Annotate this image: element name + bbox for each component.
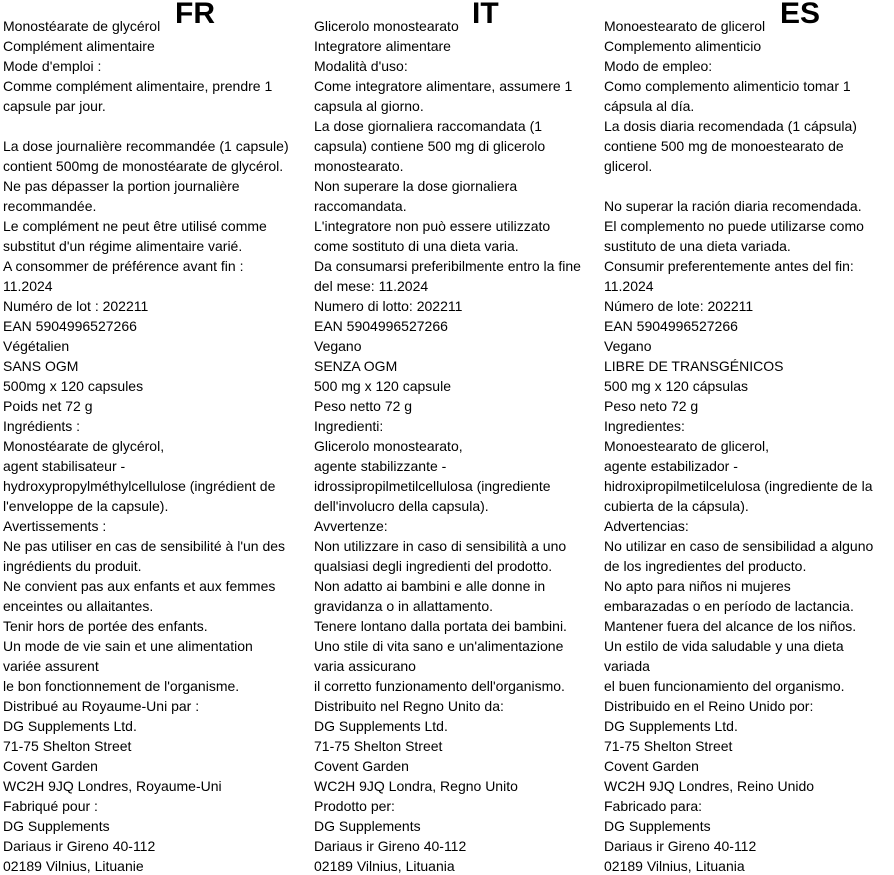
text-line: Dariaus ir Gireno 40-112 [314, 838, 467, 854]
text-line: Avertissements : [3, 518, 107, 534]
text-line: Glicerolo monostearato, [314, 438, 463, 454]
text-line: Como complemento alimenticio tomar 1 [604, 78, 851, 94]
text-line: La dosis diaria recomendada (1 cápsula) [604, 118, 857, 134]
text-line: 500 mg x 120 cápsulas [604, 378, 748, 394]
text-line: Covent Garden [3, 758, 98, 774]
text-line: Monostéarate de glycérol [3, 18, 161, 34]
text-line: Peso neto 72 g [604, 398, 699, 414]
text-line: 500mg x 120 capsules [3, 378, 144, 394]
text-line: glicerol. [604, 158, 653, 174]
text-line: DG Supplements [3, 818, 110, 834]
text-line: SANS OGM [3, 358, 79, 374]
text-line: 02189 Vilnius, Lituania [604, 858, 745, 874]
text-line: gravidanza o in allattamento. [314, 598, 493, 614]
text-line: DG Supplements Ltd. [3, 718, 137, 734]
text-line: cápsula al día. [604, 98, 695, 114]
text-line: sustituto de una dieta variada. [604, 238, 791, 254]
text-line: del mese: 11.2024 [314, 278, 429, 294]
text-line: WC2H 9JQ Londres, Royaume-Uni [3, 778, 222, 794]
text-line: dell'involucro della capsula). [314, 498, 489, 514]
text-line: Vegano [604, 338, 652, 354]
text-line: le bon fonctionnement de l'organisme. [3, 678, 240, 694]
text-line: Advertencias: [604, 518, 689, 534]
text-line: No superar la ración diaria recomendada. [604, 198, 862, 214]
text-line: Numéro de lot : 202211 [3, 298, 149, 314]
text-line: Mantener fuera del alcance de los niños. [604, 618, 857, 634]
text-line: Fabricado para: [604, 798, 703, 814]
text-line: Consumir preferentemente antes del fin: [604, 258, 854, 274]
text-line: Distribué au Royaume-Uni par : [3, 698, 200, 714]
text-line: Covent Garden [314, 758, 409, 774]
text-line: Poids net 72 g [3, 398, 93, 414]
text-line: 02189 Vilnius, Lituanie [3, 858, 144, 874]
text-line: La dose giornaliera raccomandata (1 [314, 118, 543, 134]
text-line: cubierta de la cápsula). [604, 498, 749, 514]
text-line: 500 mg x 120 capsule [314, 378, 451, 394]
text-line: agente estabilizador - [604, 458, 738, 474]
text-line: Un mode de vie sain et une alimentation [3, 638, 253, 654]
text-line: Le complément ne peut être utilisé comme [3, 218, 267, 234]
text-line: Tenir hors de portée des enfants. [3, 618, 208, 634]
text-line: Modo de empleo: [604, 58, 713, 74]
text-line: idrossipropilmetilcellulosa (ingrediente [314, 478, 551, 494]
text-line: DG Supplements [604, 818, 711, 834]
text-line: Un estilo de vida saludable y una dieta [604, 638, 844, 654]
text-line: 71-75 Shelton Street [314, 738, 443, 754]
text-line: 02189 Vilnius, Lituania [314, 858, 455, 874]
text-line: hidroxipropilmetilcelulosa (ingrediente de la [604, 478, 873, 494]
language-code-fr: FR [175, 0, 215, 30]
text-line: monostearato. [314, 158, 404, 174]
text-line: 71-75 Shelton Street [604, 738, 733, 754]
text-line: il corretto funzionamento dell'organismo. [314, 678, 565, 694]
text-line: recommandée. [3, 198, 97, 214]
text-line: capsule par jour. [3, 98, 106, 114]
text-line: Ne convient pas aux enfants et aux femmes [3, 578, 276, 594]
text-line: Mode d'emploi : [3, 58, 102, 74]
text-line: Non utilizzare in caso di sensibilità a uno [314, 538, 567, 554]
text-line: ingrédients du produit. [3, 558, 142, 574]
text-line: EAN 5904996527266 [314, 318, 448, 334]
text-line: SENZA OGM [314, 358, 398, 374]
text-line: Come integratore alimentare, assumere 1 [314, 78, 573, 94]
text-line: raccomandata. [314, 198, 407, 214]
text-line: Distribuito nel Regno Unito da: [314, 698, 504, 714]
text-line: Vegano [314, 338, 362, 354]
text-line: Ingrédients : [3, 418, 81, 434]
text-line: substitut d'un régime alimentaire varié. [3, 238, 243, 254]
text-line: Monostéarate de glycérol, [3, 438, 165, 454]
text-line: Uno stile di vita sano e un'alimentazione [314, 638, 564, 654]
text-line: DG Supplements Ltd. [604, 718, 738, 734]
text-line: Monoestearato de glicerol, [604, 438, 769, 454]
text-line: Distribuido en el Reino Unido por: [604, 698, 814, 714]
text-line: Da consumarsi preferibilmente entro la fine [314, 258, 581, 274]
text-line: Fabriqué pour : [3, 798, 98, 814]
text-line: Dariaus ir Gireno 40-112 [604, 838, 757, 854]
text-line: agent stabilisateur - [3, 458, 126, 474]
text-line: Comme complément alimentaire, prendre 1 [3, 78, 273, 94]
text-line: Non adatto ai bambini e alle donne in [314, 578, 546, 594]
text-line: WC2H 9JQ Londra, Regno Unito [314, 778, 518, 794]
text-line: de los ingredientes del producto. [604, 558, 807, 574]
text-line: l'enveloppe de la capsule). [3, 498, 169, 514]
text-line: Dariaus ir Gireno 40-112 [3, 838, 156, 854]
text-line: Monoestearato de glicerol [604, 18, 766, 34]
text-line: Complément alimentaire [3, 38, 155, 54]
text-line: EAN 5904996527266 [3, 318, 137, 334]
text-line: el buen funcionamiento del organismo. [604, 678, 845, 694]
text-line: capsula al giorno. [314, 98, 424, 114]
text-line: come sostituto di una dieta varia. [314, 238, 519, 254]
text-line: Numero di lotto: 202211 [314, 298, 463, 314]
text-line: Complemento alimenticio [604, 38, 762, 54]
text-line: hydroxypropylméthylcellulose (ingrédient de [3, 478, 276, 494]
text-line: contient 500mg de monostéarate de glycérol. [3, 158, 284, 174]
text-line: LIBRE DE TRANSGÉNICOS [604, 358, 784, 374]
text-line: El complemento no puede utilizarse como [604, 218, 864, 234]
text-line: DG Supplements Ltd. [314, 718, 448, 734]
text-line: La dose journalière recommandée (1 capsule) [3, 138, 289, 154]
text-line: Modalità d'uso: [314, 58, 408, 74]
text-line: 11.2024 [604, 278, 654, 294]
language-code-it: IT [472, 0, 499, 30]
text-line: 71-75 Shelton Street [3, 738, 132, 754]
text-line: Prodotto per: [314, 798, 395, 814]
text-line: Non superare la dose giornaliera [314, 178, 518, 194]
text-line: Ingredienti: [314, 418, 384, 434]
text-line: Peso netto 72 g [314, 398, 413, 414]
text-line: Integratore alimentare [314, 38, 451, 54]
text-line: DG Supplements [314, 818, 421, 834]
text-line: No utilizar en caso de sensibilidad a alguno [604, 538, 874, 554]
text-line: Covent Garden [604, 758, 699, 774]
text-line: EAN 5904996527266 [604, 318, 738, 334]
text-line: Tenere lontano dalla portata dei bambini. [314, 618, 567, 634]
text-line: No apto para niños ni mujeres [604, 578, 791, 594]
text-line: enceintes ou allaitantes. [3, 598, 154, 614]
text-line: L'integratore non può essere utilizzato [314, 218, 551, 234]
text-line: agente stabilizzante - [314, 458, 447, 474]
text-line: Ne pas dépasser la portion journalière [3, 178, 240, 194]
text-line: Glicerolo monostearato [314, 18, 459, 34]
text-line: variée assurent [3, 658, 99, 674]
text-line: Ne pas utiliser en cas de sensibilité à l'un des [3, 538, 286, 554]
text-line: embarazadas o en período de lactancia. [604, 598, 854, 614]
text-line: Ingredientes: [604, 418, 685, 434]
text-line: A consommer de préférence avant fin : [3, 258, 244, 274]
text-line: Végétalien [3, 338, 70, 354]
text-line: contiene 500 mg de monoestearato de [604, 138, 844, 154]
text-line: 11.2024 [3, 278, 53, 294]
language-code-es: ES [780, 0, 821, 30]
text-line: Avvertenze: [314, 518, 388, 534]
text-line: varia assicurano [314, 658, 416, 674]
text-line: qualsiasi degli ingredienti del prodotto. [314, 558, 553, 574]
text-line: WC2H 9JQ Londres, Reino Unido [604, 778, 815, 794]
text-line: Número de lote: 202211 [604, 298, 754, 314]
text-line: capsula) contiene 500 mg di glicerolo [314, 138, 546, 154]
text-line: variada [604, 658, 650, 674]
